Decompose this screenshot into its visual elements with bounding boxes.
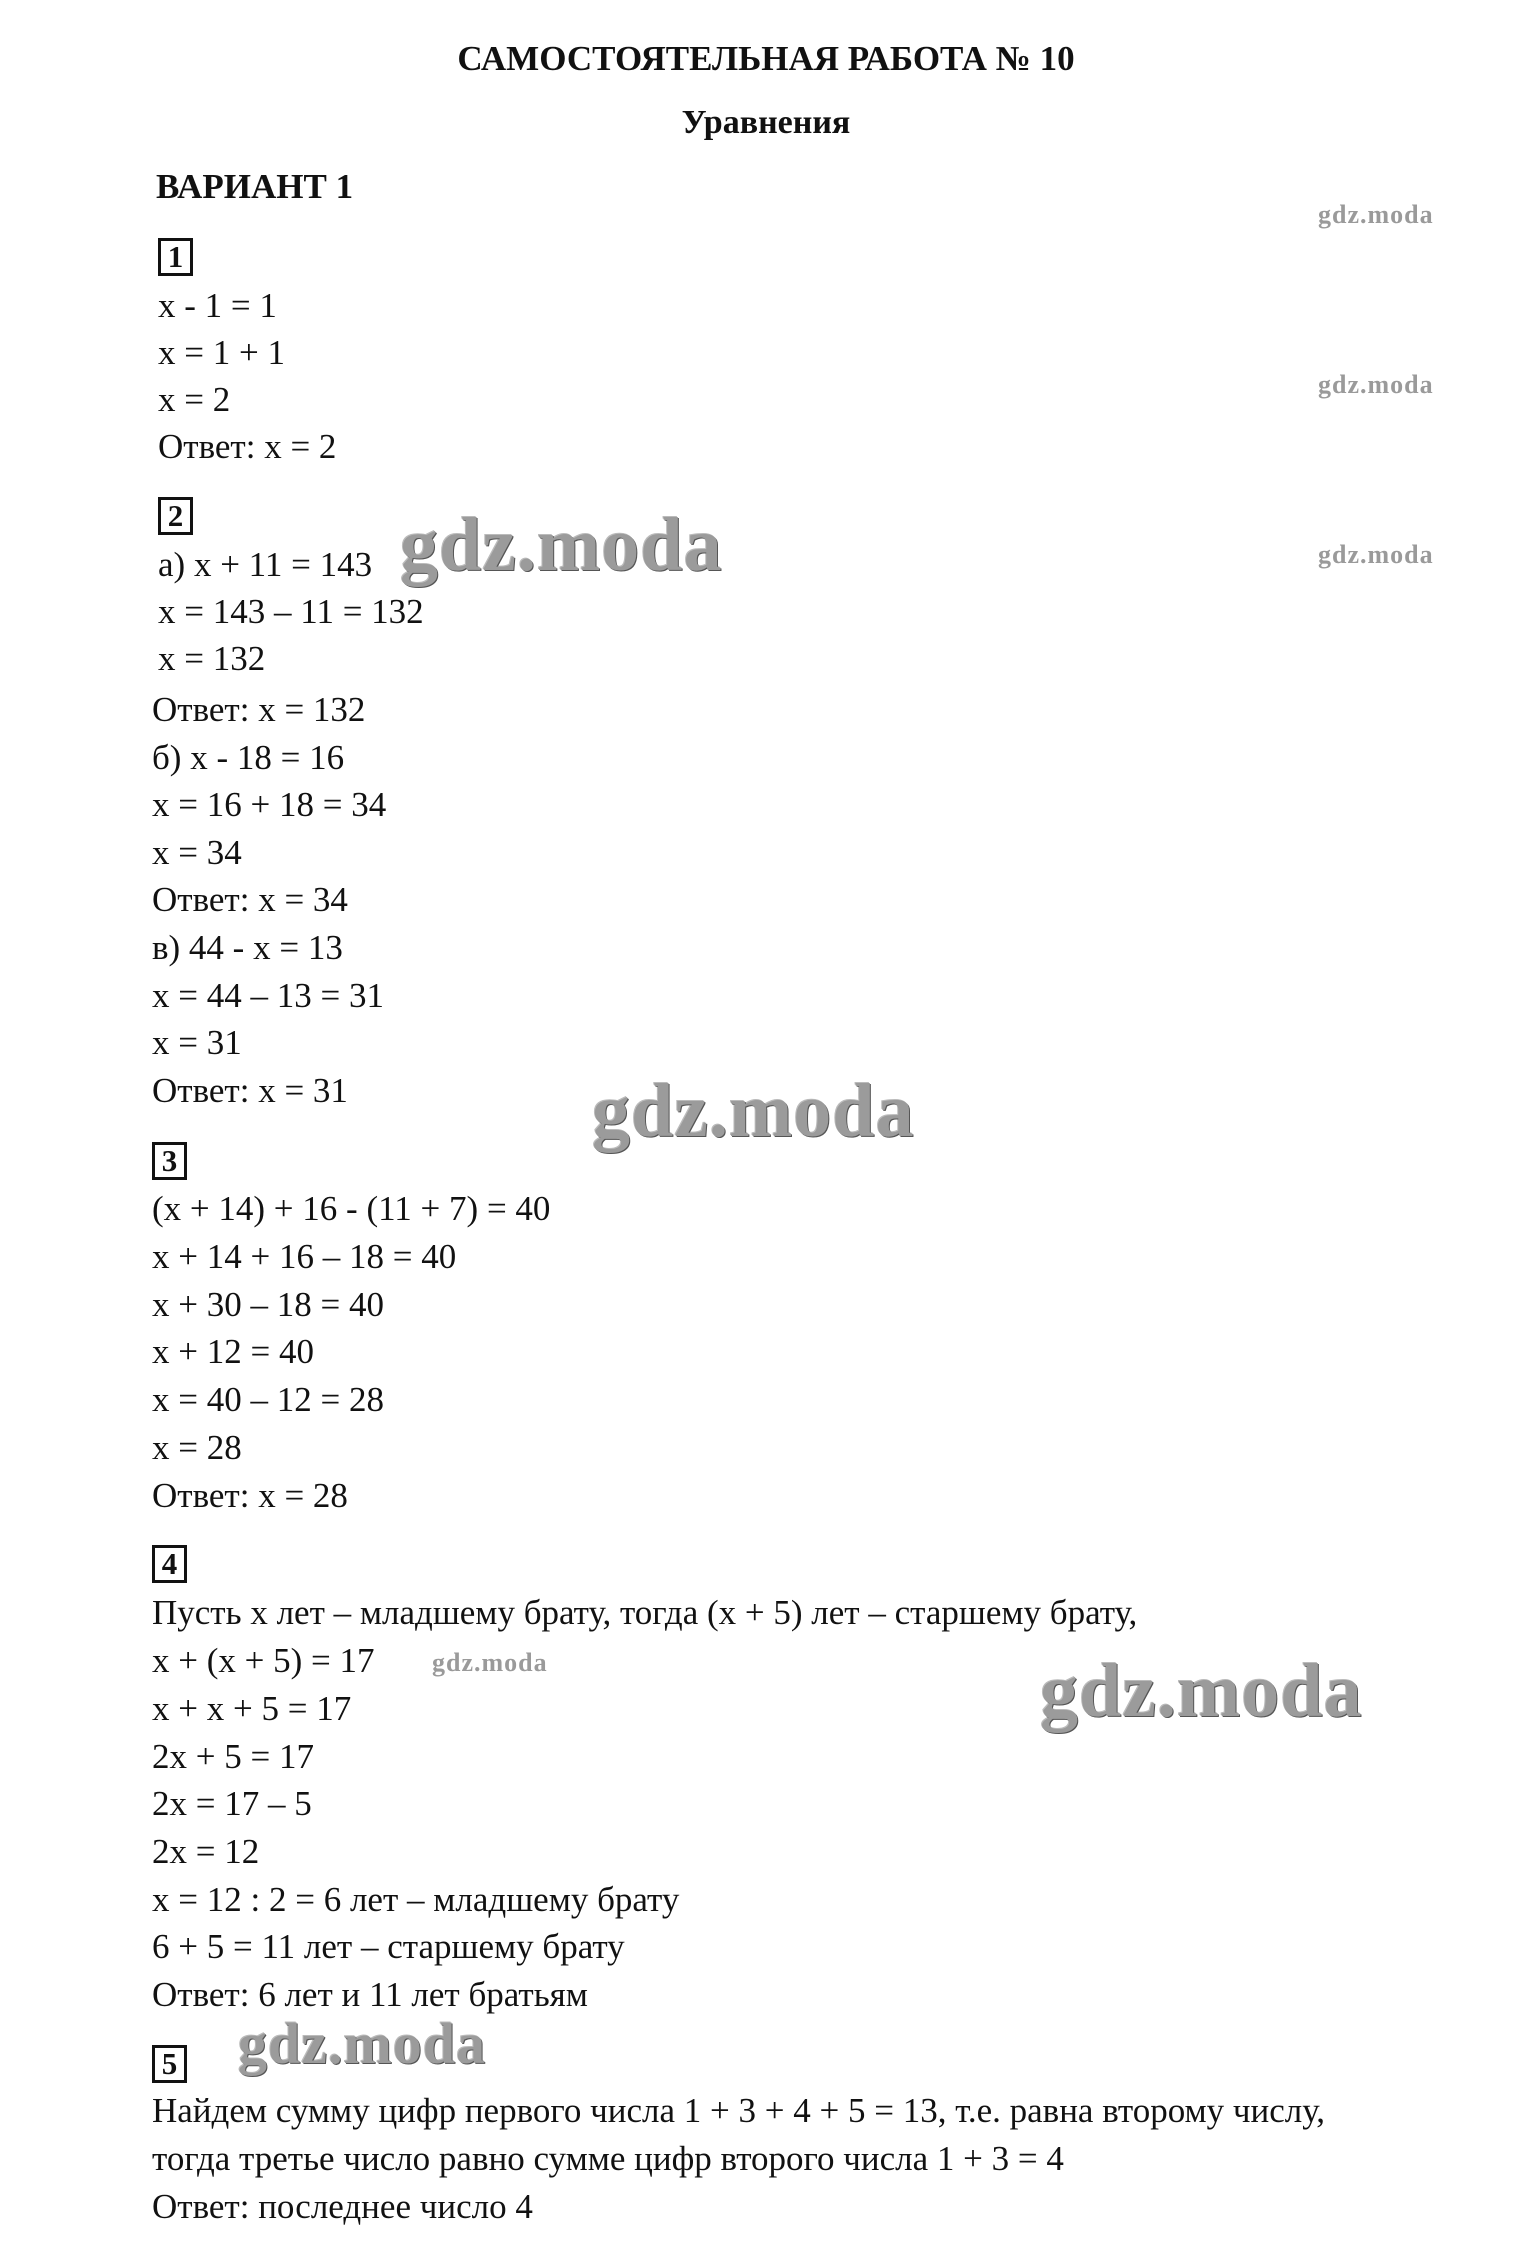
answer-line: Ответ: x = 28: [152, 1476, 348, 1515]
solution-line: 6 + 5 = 11 лет – старшему брату: [152, 1927, 625, 1966]
watermark-text: gdz.moda: [432, 1648, 548, 1677]
solution-line: x = 44 – 13 = 31: [152, 976, 384, 1015]
solution-line: x + 30 – 18 = 40: [152, 1285, 384, 1324]
task-number-box: 3: [152, 1142, 187, 1180]
task-number-box: 5: [152, 2045, 187, 2083]
solution-line: Пусть x лет – младшему брату, тогда (x + 5) лет – старшему брату,: [152, 1593, 1138, 1632]
watermark-text: gdz.moda: [400, 503, 723, 587]
solution-line: а) x + 11 = 143: [158, 545, 373, 584]
page-subtitle: Уравнения: [681, 104, 851, 141]
answer-line: Ответ: x = 34: [152, 880, 348, 919]
answer-line: Ответ: x = 132: [152, 690, 366, 729]
solution-line: Найдем сумму цифр первого числа 1 + 3 + 4 + 5 = 13, т.е. равна второму числу,: [152, 2091, 1326, 2130]
solution-line: x + x + 5 = 17: [152, 1689, 352, 1728]
watermark-text: gdz.moda: [1318, 200, 1434, 229]
solution-line: x + (x + 5) = 17: [152, 1641, 375, 1680]
solution-line: x = 2: [158, 380, 231, 419]
answer-line: Ответ: 6 лет и 11 лет братьям: [152, 1975, 588, 2014]
watermark-text: gdz.moda: [592, 1069, 915, 1153]
solution-line: x = 28: [152, 1428, 242, 1467]
task-number-box: 1: [158, 238, 193, 276]
variant-heading: ВАРИАНТ 1: [156, 167, 354, 206]
solution-line: x = 34: [152, 833, 242, 872]
watermark-text: gdz.moda: [1318, 540, 1434, 569]
solution-line: x = 132: [158, 639, 266, 678]
solution-line: x = 40 – 12 = 28: [152, 1380, 384, 1419]
answer-line: Ответ: x = 2: [158, 427, 337, 466]
solution-line: (x + 14) + 16 - (11 + 7) = 40: [152, 1189, 551, 1228]
task-number-box: 4: [152, 1545, 187, 1583]
solution-line: x = 31: [152, 1023, 242, 1062]
answer-line: Ответ: последнее число 4: [152, 2187, 533, 2226]
answer-line: Ответ: x = 31: [152, 1071, 348, 1110]
solution-line: x + 14 + 16 – 18 = 40: [152, 1237, 457, 1276]
watermark-text: gdz.moda: [1318, 370, 1434, 399]
solution-line: x = 12 : 2 = 6 лет – младшему брату: [152, 1880, 680, 1919]
watermark-text: gdz.moda: [1040, 1649, 1363, 1733]
solution-line: x + 12 = 40: [152, 1332, 314, 1371]
solution-line: 2x + 5 = 17: [152, 1737, 314, 1776]
task-number-box: 2: [158, 497, 193, 535]
solution-line: б) x - 18 = 16: [152, 738, 345, 777]
solution-line: x = 1 + 1: [158, 333, 285, 372]
solution-line: тогда третье число равно сумме цифр второго числа 1 + 3 = 4: [152, 2139, 1064, 2178]
solution-line: x - 1 = 1: [158, 286, 277, 325]
solution-line: 2x = 17 – 5: [152, 1784, 312, 1823]
watermark-text: gdz.moda: [238, 2011, 487, 2076]
page-title: САМОСТОЯТЕЛЬНАЯ РАБОТА № 10: [457, 39, 1075, 78]
solution-line: x = 16 + 18 = 34: [152, 785, 387, 824]
solution-line: 2x = 12: [152, 1832, 260, 1871]
solution-line: x = 143 – 11 = 132: [158, 592, 424, 631]
solution-line: в) 44 - x = 13: [152, 928, 343, 967]
